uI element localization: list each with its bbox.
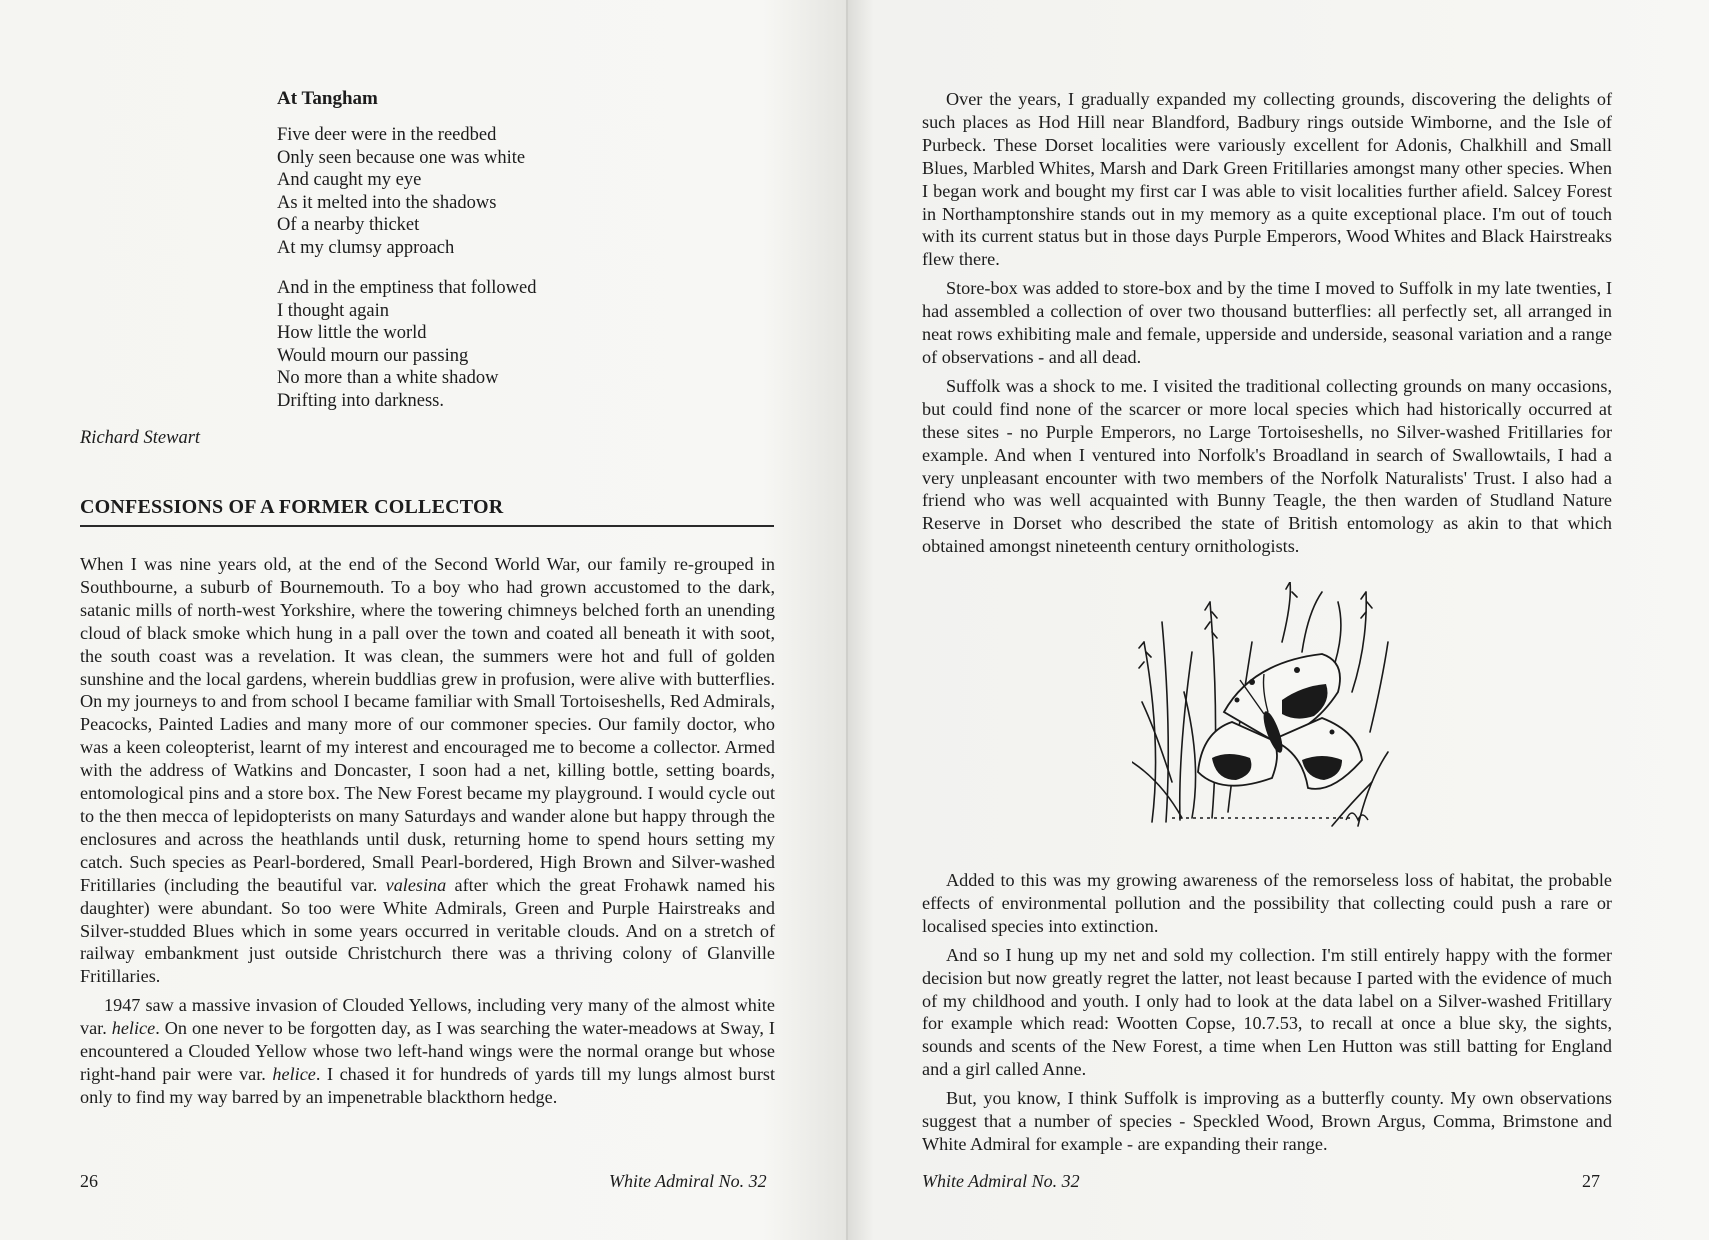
article-paragraph <box>80 553 775 988</box>
poem-line: Of a nearby thicket <box>277 215 420 236</box>
article-body-right-top <box>922 88 1612 564</box>
article-paragraph: Store-box was added to store-box and by the time I moved to Suffolk in my late twenties, I had assembled a collection of over two thousand butterflies: all perfectly set, all arranged in neat rows exhibiting male and female, upperside and underside, seasonal variation and a range of observations - and all dead. <box>922 278 1612 367</box>
poem-line: As it melted into the shadows <box>277 192 497 213</box>
paragraph-text: . On one never to be forgotten day, as I was searching the water-meadows at Sway, I encountered a Clouded Yellow whose two left-hand wings were the normal orange but whose right-hand pair were var. <box>80 1018 775 1084</box>
poem-title: At Tangham <box>277 88 378 109</box>
article-body-right-bottom <box>922 869 1612 1162</box>
footer-journal-right: White Admiral No. 32 <box>922 1171 1080 1191</box>
poem-line: I thought again <box>277 300 390 321</box>
article-paragraph: Added to this was my growing awareness of the remorseless loss of habitat, the probable effects of environmental pollution and the possibility that collecting could push a rare or localised species into extinction. <box>922 870 1612 936</box>
poem-stanza-1 <box>277 124 525 260</box>
poem-line: At my clumsy approach <box>277 237 455 258</box>
italic-term: helice <box>272 1063 316 1084</box>
butterfly-illustration <box>1132 582 1392 840</box>
page-number-left: 26 <box>80 1171 98 1191</box>
poem-line: How little the world <box>277 323 427 344</box>
italic-term: helice <box>111 1018 156 1039</box>
paragraph-text: When I was nine years old, at the end of the Second World War, our family re-grouped in Southbourne, a suburb of Bournemouth. To a boy who had grown accustomed to the dark, satanic mills of north-west Yorkshire, where the towering chimneys belched forth an unending cloud of black smoke which hung in a pall over the town and coated all beneath it with soot, the south coast was a revelation. It was clean, the summers were hot and full of golden sunshine and the local gardens, wherein buddlias grew in profusion, were alive with butterflies. On my journeys to and from school I became familiar with Small Tortoiseshells, Red Admirals, Peacocks, Painted Ladies and many more of our commoner species. Our family doctor, who was a keen coleopterist, learnt of my interest and encouraged me to become a collector. Armed with the address of Watkins and Doncaster, I soon had a net, killing bottle, setting boards, entomological pins and a store box. The New Forest became my playground. I would cycle out to the then mecca of lepidopterists on many Saturdays and wander alone but happy through the enclosures and across the heathlands until dusk, returning home to spend hours setting my catch. Such species as Pearl-bordered, Small Pearl-bordered, High Brown and Silver-washed Fritillaries (including the beautiful var. <box>80 554 775 895</box>
article-paragraph: Over the years, I gradually expanded my collecting grounds, discovering the delights of such places as Hod Hill near Blandford, Badbury rings outside Wimborne, and the Isle of Purbeck. These Dorset localities were variously excellent for Adonis, Chalkhill and Small Blues, Marbled Whites, Marsh and Dark Green Fritillaries amongst many other species. When I began work and bought my first car I was able to visit localities further afield. Salcey Forest in Northamptonshire stands out in my memory as a quite exceptional place. I'm out of touch with its current status but in those days Purple Emperors, Wood Whites and Black Hairstreaks flew there. <box>922 89 1612 270</box>
page-number-right: 27 <box>1582 1171 1600 1191</box>
paragraph-text: 1947 saw a massive invasion of Clouded Yellows, including very many of the almost white var. <box>80 995 775 1039</box>
poem-line: Drifting into darkness. <box>277 390 444 411</box>
poem-line: Only seen because one was white <box>277 147 526 168</box>
article-body-left <box>80 553 775 1115</box>
article-paragraph: And so I hung up my net and sold my collection. I'm still entirely happy with the former decision but now greatly regret the latter, not least because I parted with the evidence of much of my childhood and youth. I only had to look at the data label on a Silver-washed Fritillary for example which read: Wootten Copse, 10.7.53, to recall at once a blue sky, the sights, sounds and scents of the New Forest, a time when Len Hutton was still batting for England and a girl called Anne. <box>922 944 1612 1080</box>
poem-line: Five deer were in the reedbed <box>277 125 497 145</box>
italic-term: valesina <box>385 874 447 895</box>
article-paragraph <box>80 994 775 1109</box>
poem-line: And in the emptiness that followed <box>277 278 537 298</box>
poem-line: No more than a white shadow <box>277 368 499 389</box>
poem-line: And caught my eye <box>277 170 422 191</box>
paragraph-text: after which the great Frohawk named his daughter) were abundant. So too were White Admirals, Green and Purple Hairstreaks and Silver-studded Blues which in some years occurred in veritable clouds. And on a stretch of railway embankment just outside Christchurch there was a thriving colony of Glanville Fritillaries. <box>80 874 775 987</box>
article-paragraph: But, you know, I think Suffolk is improving as a butterfly county. My own observations suggest that a number of species - Speckled Wood, Brown Argus, Comma, Brimstone and White Admiral for example - are expanding their range. <box>922 1088 1612 1154</box>
paragraph-text: . I chased it for hundreds of yards till my lungs almost burst only to find my way barred by an impenetrable blackthorn hedge. <box>80 1063 776 1107</box>
poem-line: Would mourn our passing <box>277 345 469 366</box>
footer-journal-left: White Admiral No. 32 <box>609 1171 767 1191</box>
poem-author: Richard Stewart <box>80 428 201 448</box>
left-page <box>0 0 848 1240</box>
poem-stanza-2 <box>277 277 536 413</box>
article-title: CONFESSIONS OF A FORMER COLLECTOR <box>80 496 774 527</box>
article-paragraph: Suffolk was a shock to me. I visited the traditional collecting grounds on many occasions, but could find none of the scarcer or more local species which had historically occurred at these sites - no Purple Emperors, no Large Tortoiseshells, no Silver-washed Fritillaries for example. And when I ventured into Norfolk's Broadland in search of Swallowtails, I had a very unpleasant encounter with two members of the Norfolk Naturalists' Trust. I also had a friend who was well acquainted with Bunny Teagle, the then warden of Studland Nature Reserve in Dorset who described the state of British entomology as akin to that which obtained amongst nineteenth century ornithologists. <box>922 375 1612 557</box>
